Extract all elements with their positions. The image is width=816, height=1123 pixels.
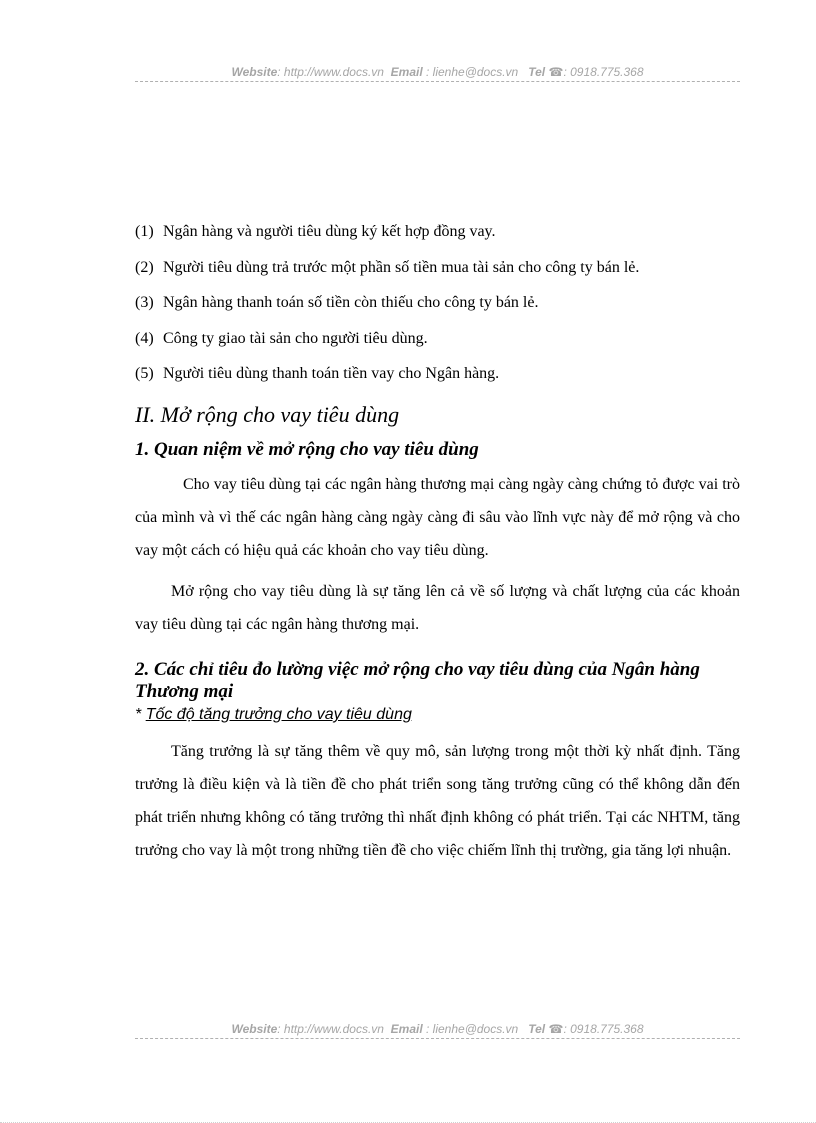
header-website-label: Website <box>231 65 278 79</box>
subsection-heading-1: 1. Quan niệm về mở rộng cho vay tiêu dùng <box>135 439 479 460</box>
list-item-number: (2) <box>135 258 154 276</box>
phone-icon: ☎ <box>548 1022 564 1036</box>
criterion-bullet: * <box>135 706 146 723</box>
list-item-number: (1) <box>135 223 154 240</box>
footer-email-value: : lienhe@docs.vn <box>426 1022 519 1036</box>
list-item-text: Người tiêu dùng thanh toán tiền vay cho Ngân hàng. <box>163 365 500 382</box>
list-item <box>135 258 740 278</box>
list-item <box>135 364 740 384</box>
header-tel-label: Tel <box>528 65 546 79</box>
page-header <box>135 65 740 82</box>
footer-tel-value: : 0918.775.368 <box>563 1022 644 1036</box>
footer-website-label: Website <box>231 1022 278 1036</box>
page-content <box>135 222 740 869</box>
footer-email-label: Email <box>390 1022 423 1036</box>
list-item-text: Ngân hàng và người tiêu dùng ký kết hợp đồng vay. <box>163 223 496 240</box>
paragraph-3: Tăng trưởng là sự tăng thêm về quy mô, sản lượng trong một thời kỳ nhất định. Tăng trưởng là điều kiện và là tiền đề cho phát triển song tăng trưởng cũng có thể không dẫn đến phát triển nhưng không có tăng trưởng thì nhất định không có phát triển. Tại các NHTM, tăng trưởng cho vay là một trong những tiền đề cho việc chiếm lĩnh thị trường, gia tăng lợi nhuận. <box>135 743 740 859</box>
header-email-label: Email <box>390 65 423 79</box>
list-item <box>135 329 740 349</box>
list-item-text: Công ty giao tài sản cho người tiêu dùng. <box>163 329 428 347</box>
criterion-label: Tốc độ tăng trưởng cho vay tiêu dùng <box>145 706 412 723</box>
header-website-value: : http://www.docs.vn <box>277 65 384 79</box>
list-item-number: (3) <box>135 294 154 311</box>
header-email-value: : lienhe@docs.vn <box>426 65 519 79</box>
footer-website-value: : http://www.docs.vn <box>277 1022 384 1036</box>
phone-icon: ☎ <box>548 65 564 79</box>
header-tel-value: : 0918.775.368 <box>563 65 644 79</box>
subsection-heading-2: 2. Các chỉ tiêu đo lường việc mở rộng cho vay tiêu dùng của Ngân hàng Thương mại <box>135 659 700 702</box>
list-item-text: Ngân hàng thanh toán số tiền còn thiếu cho công ty bán lẻ. <box>163 294 539 311</box>
list-item <box>135 293 740 313</box>
list-item-text: Người tiêu dùng trả trước một phần số tiền mua tài sản cho công ty bán lẻ. <box>163 258 640 276</box>
section-heading: II. Mở rộng cho vay tiêu dùng <box>135 402 400 427</box>
paragraph-2: Mở rộng cho vay tiêu dùng là sự tăng lên cả về số lượng và chất lượng của các khoản vay tiêu dùng tại các ngân hàng thương mại. <box>135 583 740 633</box>
list-item <box>135 222 740 242</box>
list-item-number: (4) <box>135 329 154 347</box>
criterion-heading <box>135 705 740 725</box>
footer-tel-label: Tel <box>528 1022 546 1036</box>
paragraph-1: Cho vay tiêu dùng tại các ngân hàng thương mại càng ngày càng chứng tỏ được vai trò của mình và vì thế các ngân hàng càng ngày càng đi sâu vào lĩnh vực này để mở rộng và cho vay một cách có hiệu quả các khoản cho vay tiêu dùng. <box>135 476 740 559</box>
page-footer <box>135 1022 740 1039</box>
list-item-number: (5) <box>135 365 154 382</box>
